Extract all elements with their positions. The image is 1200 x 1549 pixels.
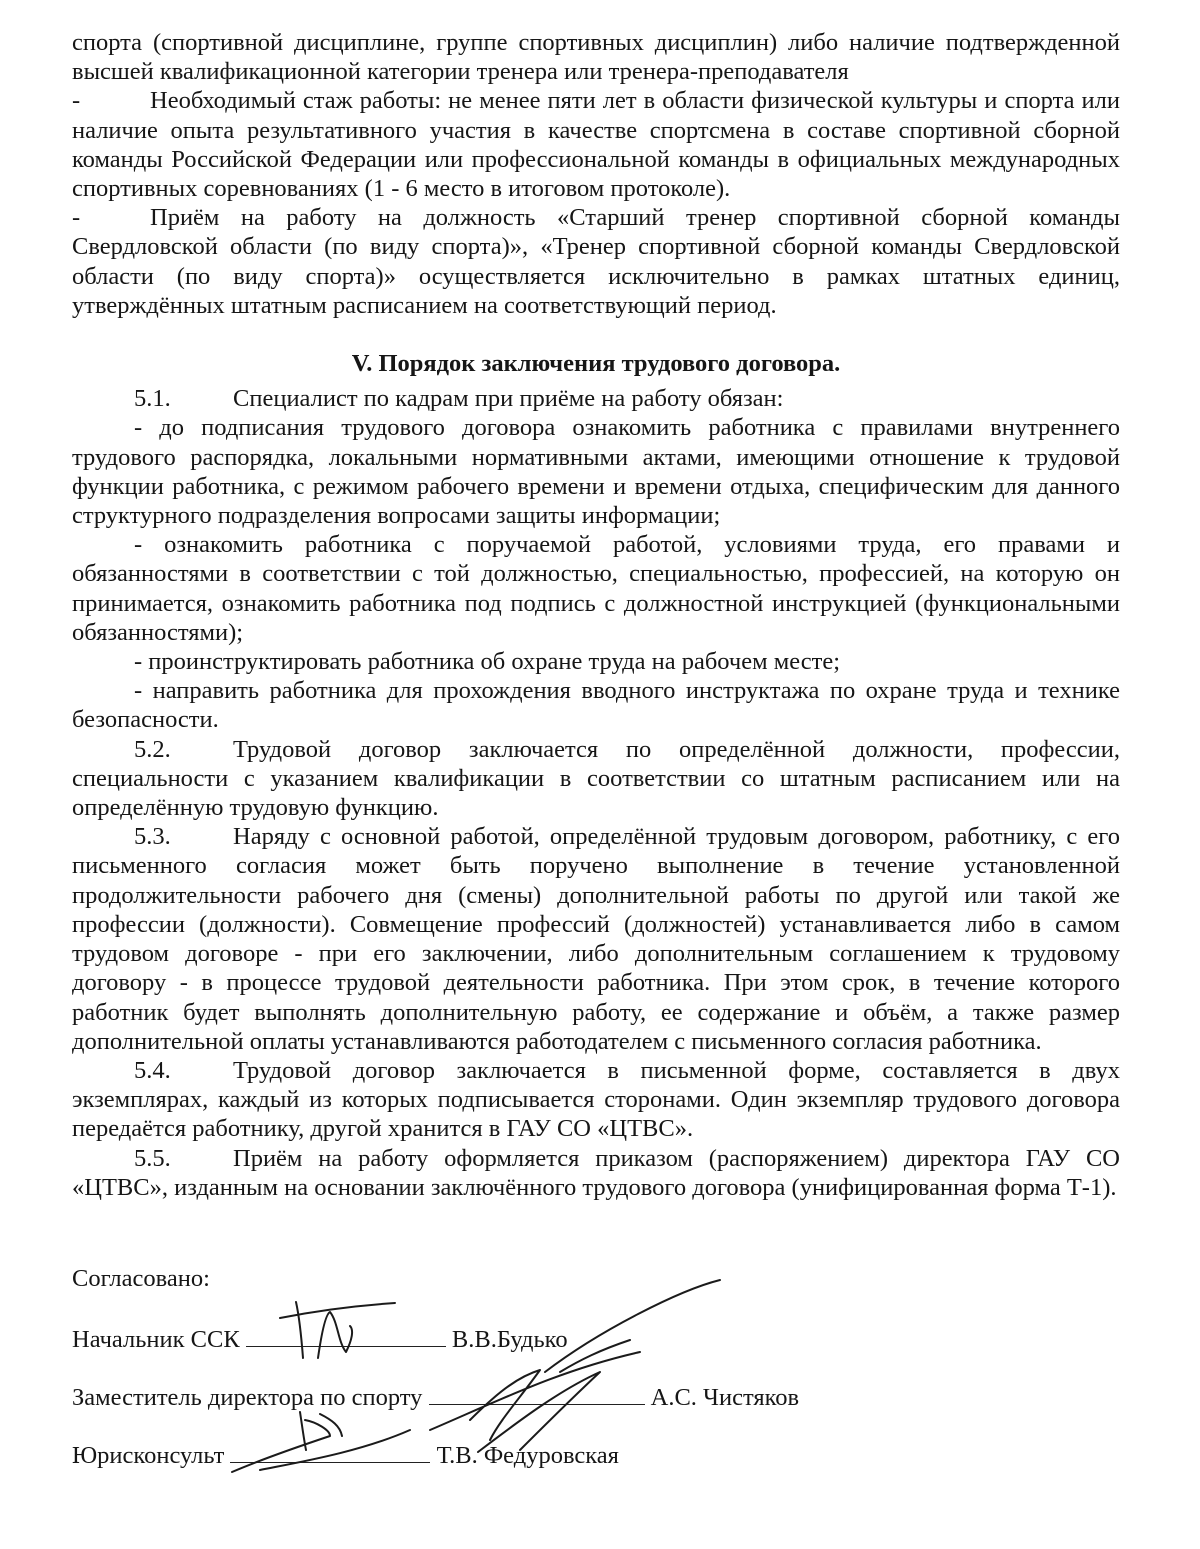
document-body bbox=[72, 28, 1120, 1202]
signature-line bbox=[230, 1440, 430, 1463]
clause-text: Наряду с основной работой, определённой трудовым договором, работнику, с его письменного согласия может быть поручено выполнение в течение установленной продолжительности рабочего дня (смены) дополнительной работы по другой или такой же профессии (должности). Совмещение профессий (должностей) устанавливается либо в самом трудовом договоре - при его заключении, либо дополнительным соглашением к трудовому договору - в процессе трудовой деятельности работника. При этом срок, в течение которого работник будет выполнять дополнительную работу, ее содержание и объём, а также размер дополнительной оплаты устанавливаются работодателем с письменного согласия работника. bbox=[72, 823, 1120, 1055]
clause-text: Трудовой договор заключается в письменной форме, составляется в двух экземплярах, каждый из которых подписывается сторонами. Один экземпляр трудового договора передаётся работнику, другой хранится в ГАУ СО «ЦТВС». bbox=[72, 1056, 1120, 1143]
signer-name: В.В.Будько bbox=[451, 1326, 568, 1353]
signer-position: Юрисконсульт bbox=[72, 1442, 225, 1469]
clause-5-1 bbox=[72, 384, 1120, 413]
list-dash: - bbox=[72, 87, 81, 115]
requirement-text: Необходимый стаж работы: не менее пяти лет в области физической культуры и спорта или наличие опыта результативного участия в качестве спортсмена в составе спортивной сборной команды Российской Федерации или профессиональной команды в официальных международных спортивных соревнованиях (1 - 6 место в итоговом протоколе). bbox=[72, 87, 1120, 203]
signer-position: Заместитель директора по спорту bbox=[72, 1384, 423, 1411]
signer-name: А.С. Чистяков bbox=[650, 1384, 800, 1411]
continuation-paragraph: спорта (спортивной дисциплине, группе спортивных дисциплин) либо наличие подтвержденной высшей квалификационной категории тренера или тренера-преподавателя bbox=[72, 29, 1120, 86]
clause-5-3 bbox=[72, 822, 1120, 1056]
requirement-item bbox=[72, 203, 1120, 320]
clause-text: Трудовой договор заключается по определённой должности, профессии, специальности с указанием квалификации в соответствии со штатным расписанием или на определённую трудовую функцию. bbox=[72, 735, 1120, 822]
signature-mark-chistyakov bbox=[430, 1280, 720, 1452]
approval-heading: Согласовано: bbox=[72, 1265, 210, 1292]
clause-5-4 bbox=[72, 1056, 1120, 1144]
clause-number: 5.4. bbox=[134, 1056, 171, 1084]
clause-5-2 bbox=[72, 735, 1120, 823]
signature-line bbox=[246, 1324, 446, 1347]
clause-number: 5.5. bbox=[134, 1144, 171, 1172]
requirement-item bbox=[72, 86, 1120, 203]
list-item: - до подписания трудового договора ознакомить работника с правилами внутреннего трудового распорядка, локальными нормативными актами, имеющими отношение к трудовой функции работника, с режимом рабочего времени и времени отдыха, специфическим для данного структурного подразделения вопросами защиты информации; bbox=[72, 414, 1120, 530]
signer-row bbox=[72, 1440, 619, 1471]
signature-line bbox=[429, 1382, 645, 1405]
list-item: - ознакомить работника с поручаемой работой, условиями труда, его правами и обязанностями в соответствии с той должностью, специальностью, профессией, на которую он принимается, ознакомить работника под подпись с должностной инструкцией (функциональными обязанностями); bbox=[72, 531, 1120, 646]
clause-text: Специалист по кадрам при приёме на работу обязан: bbox=[233, 385, 784, 413]
section-title: V. Порядок заключения трудового договора. bbox=[351, 350, 841, 378]
list-dash: - bbox=[72, 204, 81, 232]
clause-number: 5.1. bbox=[134, 385, 171, 413]
list-item: - проинструктировать работника об охране труда на рабочем месте; bbox=[134, 648, 841, 676]
requirement-text: Приём на работу на должность «Старший тренер спортивной сборной команды Свердловской области (по виду спорта)», «Тренер спортивной сборной команды Свердловской области (по виду спорта)» осуществляется исключительно в рамках штатных единиц, утверждённых штатным расписанием на соответствующий период. bbox=[72, 204, 1120, 319]
clause-number: 5.3. bbox=[134, 823, 171, 851]
list-item: - направить работника для прохождения вводного инструктажа по охране труда и технике безопасности. bbox=[72, 677, 1120, 734]
signer-position: Начальник ССК bbox=[72, 1326, 240, 1353]
clause-5-5 bbox=[72, 1144, 1120, 1202]
clause-number: 5.2. bbox=[134, 735, 171, 763]
signer-row bbox=[72, 1382, 799, 1413]
clause-text: Приём на работу оформляется приказом (распоряжением) директора ГАУ СО «ЦТВС», изданным на основании заключённого трудового договора (унифицированная форма Т-1). bbox=[72, 1144, 1120, 1201]
signer-row bbox=[72, 1324, 568, 1355]
signer-name: Т.В. Федуровская bbox=[436, 1442, 619, 1469]
